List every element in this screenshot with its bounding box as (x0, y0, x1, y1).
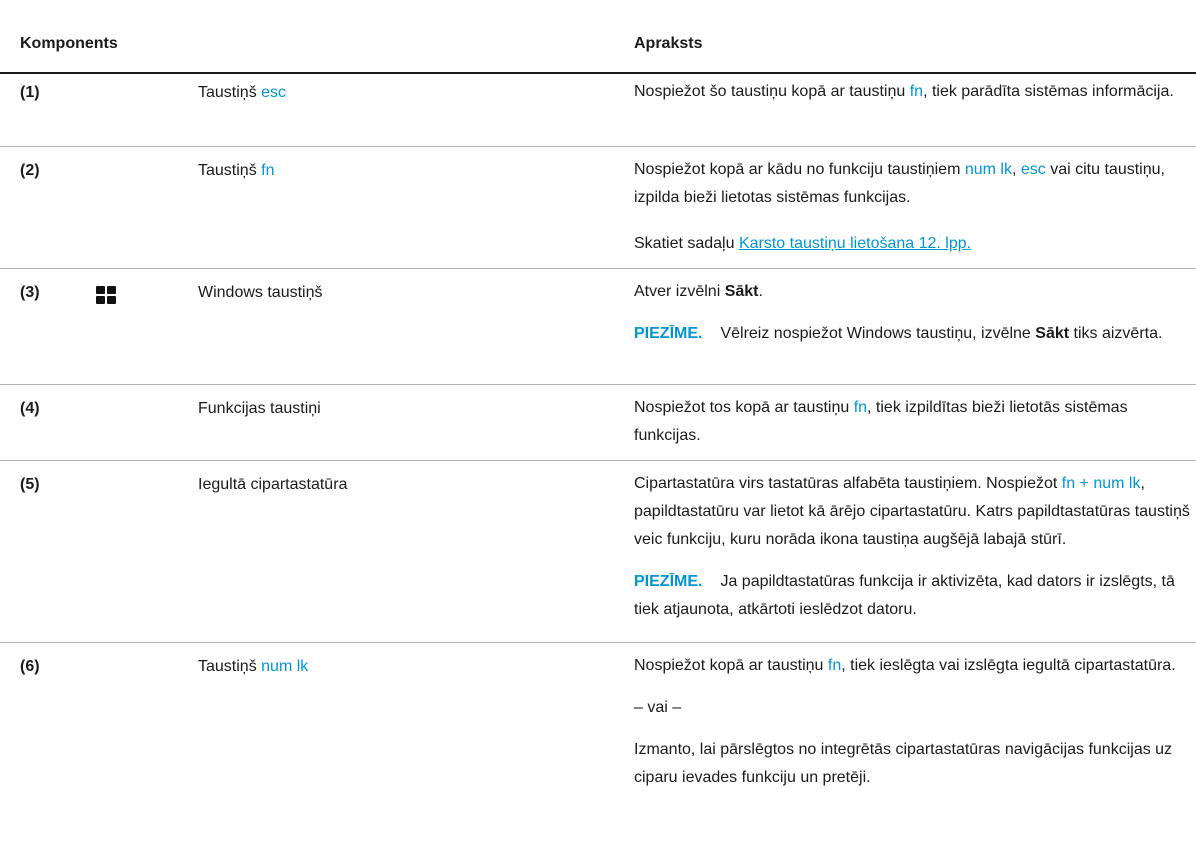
row-component: Funkcijas taustiņi (198, 400, 321, 417)
description-paragraph (634, 694, 1190, 722)
row-component: Iegultā cipartastatūra (198, 476, 348, 493)
description-text: tiks aizvērta. (1069, 325, 1163, 342)
description-text: , tiek izpildītas bieži lietotās sistēmas funkcijas. (634, 399, 1128, 444)
description-text: Nospiežot šo taustiņu kopā ar taustiņu (634, 83, 910, 100)
description-paragraph (634, 394, 1190, 450)
description-paragraph (634, 156, 1190, 212)
key-name: esc (261, 84, 287, 101)
component-text: Taustiņš (198, 658, 262, 675)
key-name: fn (909, 83, 924, 100)
description-paragraph (634, 230, 1190, 258)
description-text: Vēlreiz nospiežot Windows taustiņu, izvēlne (720, 325, 1036, 342)
description-paragraph (634, 78, 1190, 106)
cross-reference-link[interactable]: Karsto taustiņu lietošana 12. lpp. (738, 235, 972, 252)
description-paragraph (634, 652, 1190, 680)
row-component (198, 82, 286, 104)
description-text: Skatiet sadaļu (634, 235, 739, 252)
windows-logo-icon (96, 286, 116, 304)
header-rule (0, 72, 1196, 74)
row-number: (1) (20, 84, 40, 101)
note-label: PIEZĪME. (634, 573, 703, 590)
description-text: , tiek parādīta sistēmas informācija. (923, 83, 1174, 100)
note-paragraph (634, 320, 1190, 348)
bold-term: Sākt (724, 283, 759, 300)
row-number: (5) (20, 476, 40, 493)
key-name: fn (827, 657, 842, 674)
key-name: esc (1020, 161, 1046, 178)
row-divider (0, 146, 1196, 147)
row-component: Windows taustiņš (198, 284, 323, 301)
description-text: Cipartastatūra virs tastatūras alfabēta taustiņiem. Nospiežot (634, 475, 1062, 492)
key-name: fn (853, 399, 868, 416)
bold-term: Sākt (1035, 325, 1070, 342)
description-text: , papildtastatūru var lietot kā ārējo cipartastatūru. Katrs papildtastatūras taustiņš veic funkciju, kuru norāda ikona taustiņa augšējā labajā stūrī. (634, 475, 1190, 548)
note-paragraph (634, 568, 1190, 624)
key-name: num lk (964, 161, 1012, 178)
description-text: Atver izvēlni (634, 283, 725, 300)
header-description: Apraksts (634, 35, 703, 52)
description-text: vai citu taustiņu, izpilda bieži lietotas sistēmas funkcijas. (634, 161, 1165, 206)
description-paragraph (634, 278, 1190, 306)
row-number: (3) (20, 284, 40, 301)
description-text: , (1011, 161, 1021, 178)
description-text: Izmanto, lai pārslēgtos no integrētās cipartastatūras navigācijas funkcijas uz ciparu ievades funkciju un pretēji. (634, 741, 1173, 786)
description-text: – vai – (634, 699, 682, 716)
description-paragraph (634, 470, 1190, 554)
row-divider (0, 642, 1196, 643)
description-paragraph (634, 736, 1190, 792)
note-label: PIEZĪME. (634, 325, 703, 342)
component-text: Taustiņš (198, 162, 262, 179)
row-description (634, 652, 1190, 792)
row-number: (6) (20, 658, 40, 675)
row-description (634, 394, 1190, 450)
row-divider (0, 460, 1196, 461)
description-text: . (758, 283, 763, 300)
component-text: Taustiņš (198, 84, 262, 101)
row-description (634, 470, 1190, 624)
row-divider (0, 268, 1196, 269)
row-number: (2) (20, 162, 40, 179)
row-component (198, 160, 274, 182)
header-component: Komponents (20, 35, 118, 52)
row-number: (4) (20, 400, 40, 417)
description-text: , tiek ieslēgta vai izslēgta iegultā cipartastatūra. (841, 657, 1176, 674)
description-text: Nospiežot kopā ar kādu no funkciju taustiņiem (634, 161, 965, 178)
row-description (634, 78, 1190, 106)
key-name: num lk (261, 658, 309, 675)
description-text: Nospiežot kopā ar taustiņu (634, 657, 828, 674)
row-component (198, 656, 308, 678)
description-text: Nospiežot tos kopā ar taustiņu (634, 399, 854, 416)
description-text: Ja papildtastatūras funkcija ir aktivizēta, kad dators ir izslēgts, tā tiek atjaunota, atkārtoti ieslēdzot datoru. (634, 573, 1175, 618)
key-name: fn + num lk (1061, 475, 1141, 492)
row-description (634, 156, 1190, 258)
row-description (634, 278, 1190, 348)
row-divider (0, 384, 1196, 385)
key-name: fn (261, 162, 275, 179)
